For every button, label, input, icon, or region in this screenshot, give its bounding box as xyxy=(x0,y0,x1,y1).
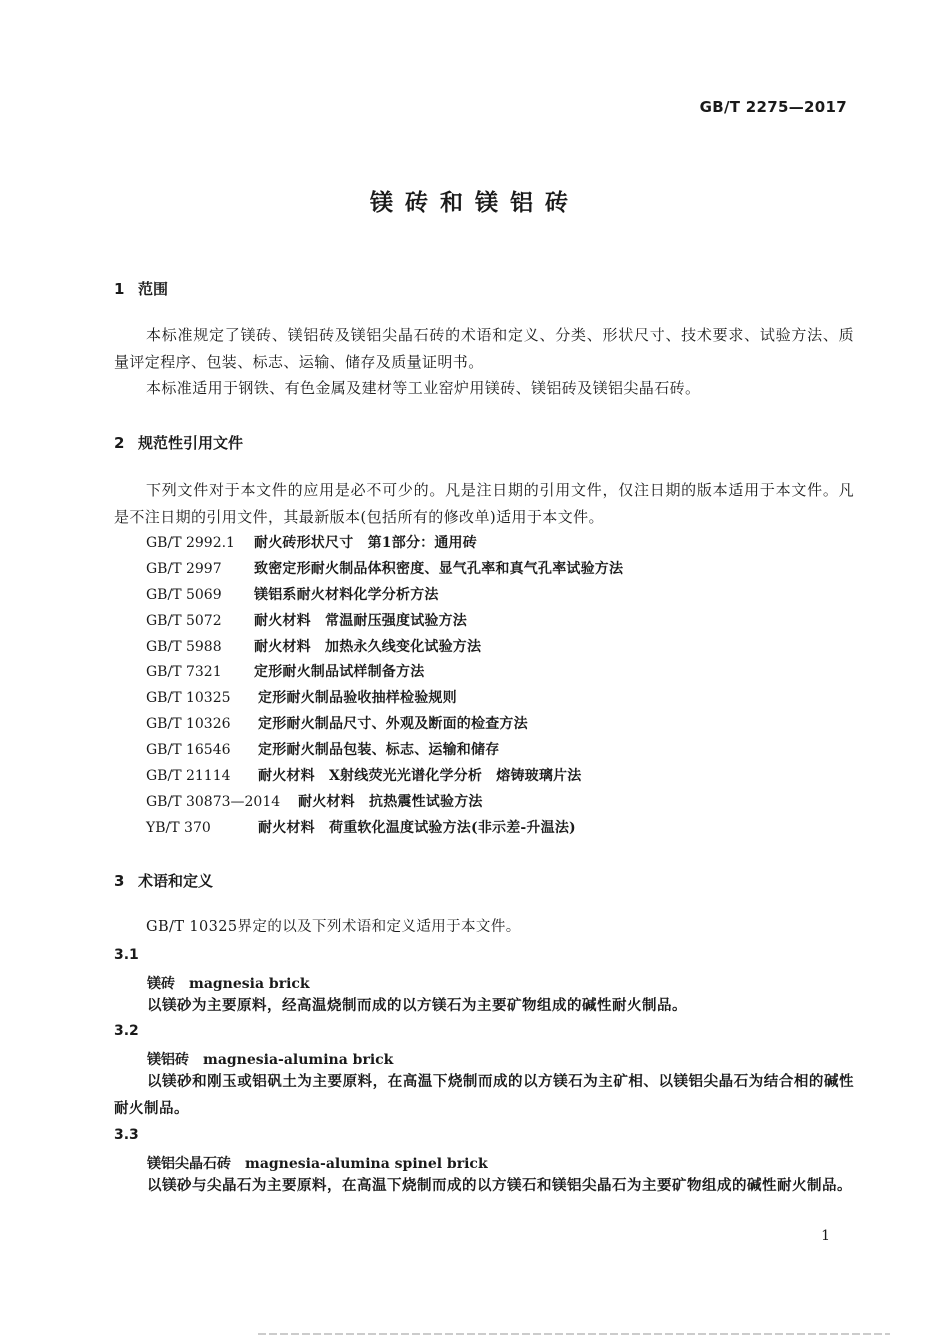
clause-number: 3.3 xyxy=(114,1127,139,1143)
reference-item xyxy=(146,635,623,661)
reference-code: GB/T 10325 xyxy=(146,690,231,707)
reference-item xyxy=(146,790,623,816)
reference-title: 镁铝系耐火材料化学分析方法 xyxy=(254,586,439,603)
section-2-heading xyxy=(114,432,243,453)
term-en: magnesia-alumina spinel brick xyxy=(245,1156,488,1172)
clause-number: 3.1 xyxy=(114,947,139,963)
reference-item xyxy=(146,609,623,635)
term-zh: 镁砖 xyxy=(147,976,175,992)
term-definition: 以镁砂为主要原料，经高温烧制而成的以方镁石为主要矿物组成的碱性耐火制品。 xyxy=(147,997,687,1014)
term-definition: 以镁砂与尖晶石为主要原料，在高温下烧制而成的以方镁石和镁铝尖晶石为主要矿物组成的碱性耐火制品。 xyxy=(147,1177,852,1194)
reference-item xyxy=(146,660,623,686)
reference-item xyxy=(146,531,623,557)
reference-title: 耐火材料 抗热震性试验方法 xyxy=(298,793,483,810)
reference-code: YB/T 370 xyxy=(146,819,211,836)
scope-paragraph-2: 本标准适用于钢铁、有色金属及建材等工业窑炉用镁砖、镁铝砖及镁铝尖晶石砖。 xyxy=(146,379,701,397)
reference-title: 定形耐火制品尺寸、外观及断面的检查方法 xyxy=(258,716,528,733)
reference-code: GB/T 7321 xyxy=(146,664,222,681)
section-title: 术语和定义 xyxy=(138,872,214,890)
section-number: 2 xyxy=(114,434,125,452)
reference-item xyxy=(146,557,623,583)
reference-title: 耐火材料 X射线荧光光谱化学分析 熔铸玻璃片法 xyxy=(258,768,582,785)
reference-code: GB/T 5072 xyxy=(146,612,222,629)
reference-title: 定形耐火制品包装、标志、运输和储存 xyxy=(258,742,500,759)
reference-code: GB/T 5988 xyxy=(146,638,222,655)
term-en: magnesia-alumina brick xyxy=(203,1052,394,1068)
term-zh: 镁铝砖 xyxy=(147,1052,189,1068)
reference-title: 致密定形耐火制品体积密度、显气孔率和真气孔率试验方法 xyxy=(254,560,624,577)
section-3-heading xyxy=(114,870,213,891)
reference-title: 耐火砖形状尺寸 第1部分：通用砖 xyxy=(254,535,477,551)
section-title: 规范性引用文件 xyxy=(138,434,244,452)
reference-title: 耐火材料 加热永久线变化试验方法 xyxy=(254,638,482,655)
reference-item xyxy=(146,686,623,712)
reference-list xyxy=(146,531,623,842)
term-definition: 以镁砂和刚玉或铝矾土为主要原料，在高温下烧制而成的以方镁石为主矿相、以镁铝尖晶石为结合相的碱性耐火制品。 xyxy=(114,1073,854,1117)
term-zh: 镁铝尖晶石砖 xyxy=(147,1156,231,1172)
scan-artifact-rule xyxy=(258,1333,890,1335)
section-number: 1 xyxy=(114,280,125,298)
reference-code: GB/T 30873—2014 xyxy=(146,793,281,810)
reference-item xyxy=(146,816,623,842)
terms-intro: GB/T 10325界定的以及下列术语和定义适用于本文件。 xyxy=(146,919,521,935)
term-heading xyxy=(147,1049,393,1069)
reference-code: GB/T 16546 xyxy=(146,742,231,759)
clause-number: 3.2 xyxy=(114,1023,139,1039)
reference-item xyxy=(146,712,623,738)
term-en: magnesia brick xyxy=(189,976,310,992)
term-heading xyxy=(147,1153,488,1173)
reference-title: 定形耐火制品验收抽样检验规则 xyxy=(258,690,457,707)
reference-title: 耐火材料 荷重软化温度试验方法(非示差-升温法) xyxy=(258,819,576,836)
reference-code: GB/T 2997 xyxy=(146,560,222,577)
reference-code: GB/T 21114 xyxy=(146,768,231,785)
reference-title: 定形耐火制品试样制备方法 xyxy=(254,664,425,681)
standard-code: GB/T 2275—2017 xyxy=(699,98,847,116)
reference-code: GB/T 10326 xyxy=(146,716,231,733)
references-intro: 下列文件对于本文件的应用是必不可少的。凡是注日期的引用文件，仅注日期的版本适用于本文件。凡是不注日期的引用文件，其最新版本(包括所有的修改单)适用于本文件。 xyxy=(114,481,854,526)
page-number: 1 xyxy=(821,1228,830,1244)
term-heading xyxy=(147,973,310,993)
reference-title: 耐火材料 常温耐压强度试验方法 xyxy=(254,612,467,629)
reference-item xyxy=(146,764,623,790)
section-number: 3 xyxy=(114,872,125,890)
document-title: 镁砖和镁铝砖 xyxy=(370,190,580,216)
section-title: 范围 xyxy=(138,280,169,298)
reference-code: GB/T 5069 xyxy=(146,586,222,603)
reference-code: GB/T 2992.1 xyxy=(146,535,235,551)
reference-item xyxy=(146,738,623,764)
section-1-heading xyxy=(114,278,168,299)
scope-paragraph-1: 本标准规定了镁砖、镁铝砖及镁铝尖晶石砖的术语和定义、分类、形状尺寸、技术要求、试验方法、质量评定程序、包装、标志、运输、储存及质量证明书。 xyxy=(114,326,854,371)
reference-item xyxy=(146,583,623,609)
